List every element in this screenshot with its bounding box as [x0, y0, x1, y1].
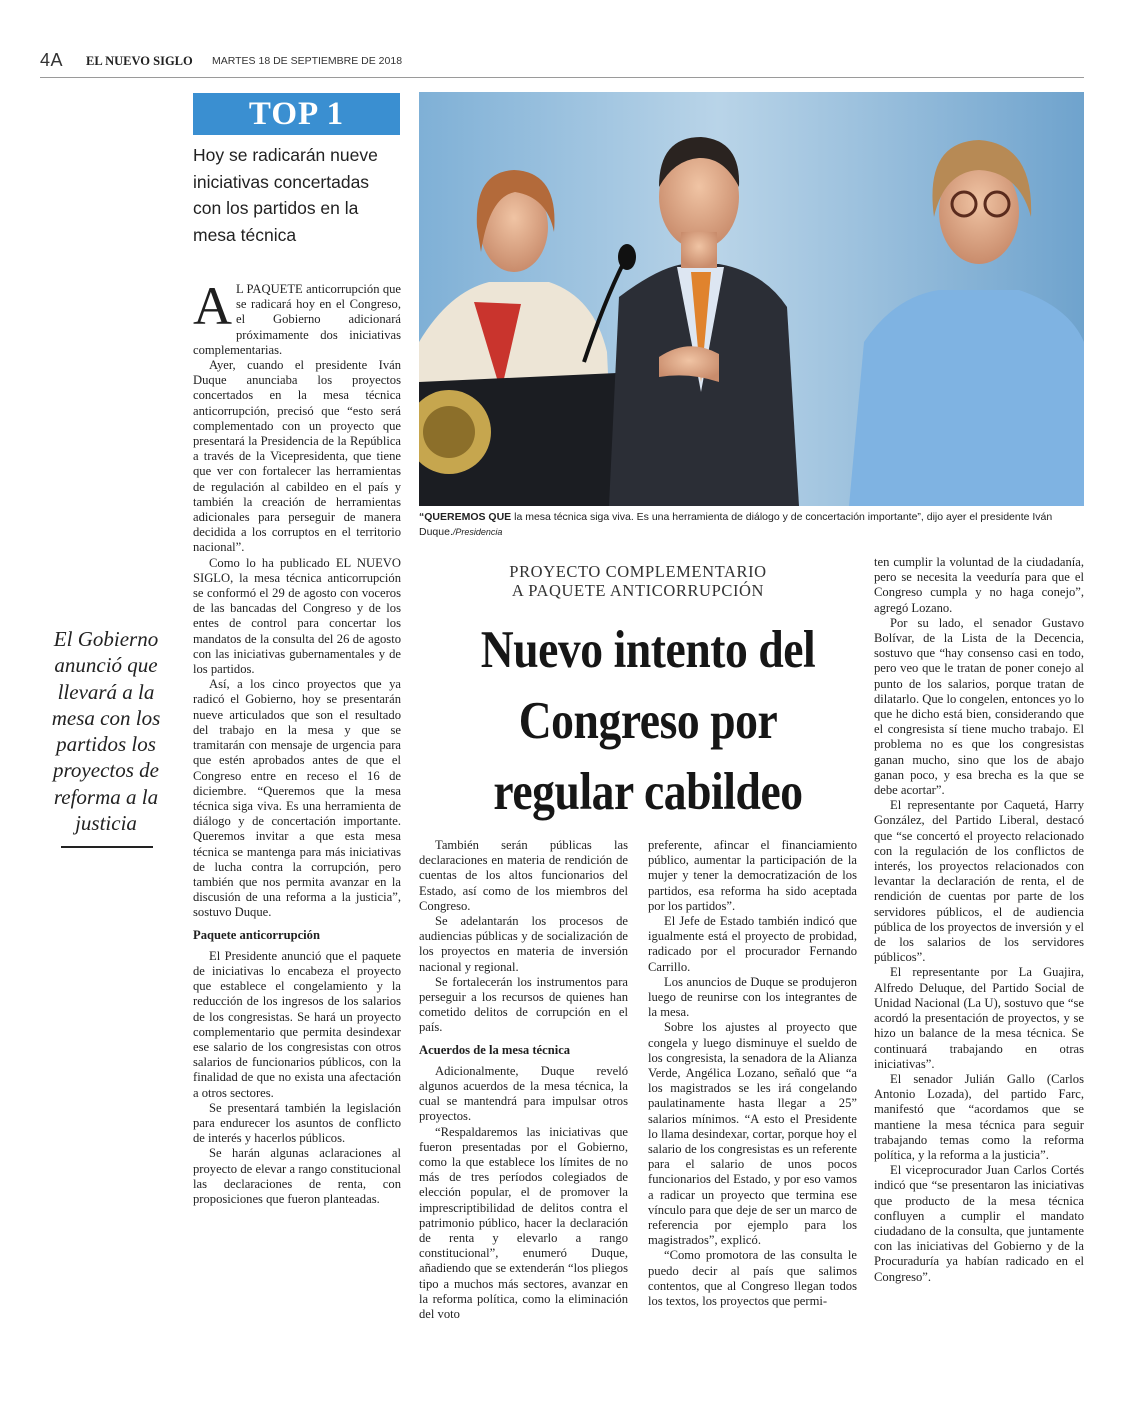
kicker-line: PROYECTO COMPLEMENTARIO [509, 562, 767, 581]
subheading: Acuerdos de la mesa técnica [419, 1042, 571, 1057]
paragraph: Como lo ha publicado EL NUEVO SIGLO, la mesa técnica anticorrupción se conformó el 29 de agosto con voceros de las bancadas del Congreso y de los entes de control para concertar los mandatos de la consulta del 26 de agosto con las iniciativas gubernamentales y de los partidos. [193, 555, 401, 677]
paragraph: El senador Julián Gallo (Carlos Antonio Lozada), del partido Farc, manifestó que “acordamos que se mantiene la mesa técnica para seguir trabajando temas como la reforma política, y la reforma a la justicia”. [874, 1071, 1084, 1162]
lead-paragraph: A L PAQUETE anticorrupción que se radicará hoy en el Congreso, el Gobierno adicionará próximamente dos iniciativas complementarias. [193, 276, 401, 357]
newspaper-name: EL NUEVO SIGLO [86, 54, 193, 68]
caption-lead: “QUEREMOS QUE [419, 511, 512, 523]
drop-cap: A [193, 276, 232, 336]
issue-date: MARTES 18 DE SEPTIEMBRE DE 2018 [212, 55, 403, 67]
article-column-1 [193, 276, 401, 1207]
pull-quote-rule [61, 846, 153, 848]
paragraph: preferente, afincar el financiamiento público, aumentar la participación de la mujer y tener la democratización de los partidos, esa reforma ha sido aceptada por los partidos”. [648, 838, 857, 913]
paragraph: El viceprocurador Juan Carlos Cortés indicó que “se presentaron las iniciativas que producto de la mesa técnica confluyen a cumplir el mandato ciudadano de la consulta, que juntamente con las iniciativas del Gobierno y de la Procuraduría ya habían radicado en el Congreso”. [874, 1163, 1084, 1284]
press-photo [419, 92, 1084, 506]
subheading: Paquete anticorrupción [193, 927, 320, 942]
paragraph: Se harán algunas aclaraciones al proyecto de elevar a rango constitucional las declaraciones de renta, con proposiciones que fueron planteadas. [193, 1146, 401, 1206]
paragraph: El representante por Caquetá, Harry González, del Partido Liberal, destacó que “se concertó el proyecto relacionado con la regulación de los conflictos de interés, los proyectos relacionados con levantar la declaración de renta, el de rendición de cuentas por parte de los servidores públicos, el de audiencia pública de los proyectos de inversión y el de los salarios de los servidores públicos”. [874, 798, 1084, 965]
paragraph: El Jefe de Estado también indicó que igualmente está el proyecto de probidad, radicado por el procurador Fernando Carrillo. [648, 914, 857, 974]
paragraph: ten cumplir la voluntad de la ciudadanía, pero se necesita la veeduría para que el Congreso cumpla y no haga conejo”, agregó Lozano. [874, 555, 1084, 615]
top-summary: Hoy se radicarán nueve iniciativas concertadas con los partidos en la mesa técnica [193, 145, 378, 245]
paragraph: Se fortalecerán los instrumentos para perseguir a los recursos de quienes han cometido delitos de corrupción en el país. [419, 974, 628, 1035]
paragraph: El Presidente anunció que el paquete de iniciativas lo encabeza el proyecto que establece el congelamiento y la reducción de los ingresos de los salarios de los congresistas. Se hará un proyecto complementario que permita desindexar ese salario de los congresistas con otros salarios de funcionarios públicos, con la finalidad de que no exista una afectación a otros sectores. [193, 948, 401, 1100]
top-badge: TOP 1 [193, 93, 400, 135]
paragraph: Sobre los ajustes al proyecto que congela y luego disminuye el sueldo de los congresista, la senadora de la Alianza Verde, Angélica Lozano, señaló que “a los magistrados se les irá congelando paulatinamente hasta llegar a 25” salarios mínimos. “A esto el Presidente lo llama desindexar, cortar, porque hoy el salario de los congresistas es un referente para el salario de unos pocos funcionarios del Estado, y por eso vamos a radicar un proyecto que termina ese vínculo para que deje de ser un marco de referencia por ejemplo para los magistrados”, explicó. [648, 1020, 857, 1248]
paragraph: Así, a los cinco proyectos que ya radicó el Gobierno, hoy se presentarán nueve articulados que son el resultado del trabajo en la mesa y que se tramitarán con mensaje de urgencia para que estén aprobados antes de que el Congreso entre en receso el 16 de diciembre. “Queremos que la mesa técnica siga viva. Es una herramienta de diálogo y de concertación importante. Queremos invitar a que esta mesa técnica se mantenga para más iniciativas de lucha contra la corrupción, pero también que nos permita avanzar en la discusión de una reforma a la justicia”, sostuvo Duque. [193, 677, 401, 920]
article-kicker [440, 562, 836, 600]
article-column-2 [419, 838, 628, 1322]
paragraph: Ayer, cuando el presidente Iván Duque anunciaba los proyectos concertados en la mesa técnica anticorrupción, precisó que “esto será complementado con un proyecto que presentará la Presidencia de la República a través de la Vicepresidenta, que tiene que ver con fortalecer las herramientas de regulación al cabildeo en el país y también la creación de herramientas adicionales para perseguir de manera decidida a los corruptos en el territorio nacional”. [193, 358, 401, 555]
paragraph: Se adelantarán los procesos de audiencias públicas y de socialización de los proyectos en materia de inversión nacional y regional. [419, 914, 628, 974]
article-column-4 [874, 555, 1084, 1285]
paragraph: Adicionalmente, Duque reveló algunos acuerdos de la mesa técnica, la cual se mantendrá para impulsar otros proyectos. [419, 1063, 628, 1124]
paragraph: El representante por La Guajira, Alfredo Deluque, del Partido Social de Unidad Nacional (La U), sostuvo que “se acordó la presentación de proyectos, y se hizo un balance de la mesa técnica. Se continuará trabajando en otras iniciativas”. [874, 965, 1084, 1071]
paragraph: Se presentará también la legislación para endurecer los asuntos de conflicto de interés y hacerlos públicos. [193, 1100, 401, 1146]
page-header [40, 50, 1084, 78]
paragraph: Por su lado, el senador Gustavo Bolívar, de la Lista de la Decencia, sostuvo que “hay consenso casi en todo, pero veo que le tratan de poner conejo al punto de los salarios, porque tratan de dilatarlo. Que lo congelen, entonces yo lo que he dicho está bien, considerando que el congresista sí tiene mucho trabajo. El problema no es que los congresistas ganan mucho, sino que los de abajo ganan poco, y esa brecha es la que se debe acortar”. [874, 615, 1084, 798]
press-conference-illustration [419, 92, 1084, 506]
caption-text: la mesa técnica siga viva. Es una herramienta de diálogo y de concertación importante”, dijo ayer el presidente Iván Duque. [419, 511, 1053, 538]
article-headline: Nuevo intento del Congreso por regular cabildeo [480, 621, 816, 821]
photo-caption [419, 510, 1084, 540]
pull-quote: El Gobierno anunció que llevará a la mesa con los partidos los proyectos de reforma a la justicia [51, 627, 161, 836]
paragraph: También serán públicas las declaraciones en materia de rendición de cuentas de los altos funcionarios del Estado, así como de los miembros del Congreso. [419, 838, 628, 913]
kicker-line: A PAQUETE ANTICORRUPCIÓN [511, 581, 765, 600]
paragraph: “Respaldaremos las iniciativas que fueron presentadas por el Gobierno, como la que establece los límites de no más de tres períodos colegiados de elección popular, el de promover la imprescriptibilidad de delitos contra el patrimonio público, hacer la declaración de renta y elevarlo a rango constitucional”, enumeró Duque, añadiendo que se extenderán “los pliegos tipo a muchos más sectores, avanzar en la reforma política, como la eliminación del voto [419, 1124, 628, 1322]
page-number: 4A [40, 50, 64, 70]
caption-credit: /Presidencia [452, 527, 503, 537]
article-column-3 [648, 838, 857, 1309]
paragraph: “Como promotora de las consulta le puedo decir al país que salimos contentos, que al Congreso llegan todos los textos, los proyectos que permi- [648, 1248, 857, 1309]
paragraph: Los anuncios de Duque se produjeron luego de reunirse con los integrantes de la mesa. [648, 974, 857, 1020]
